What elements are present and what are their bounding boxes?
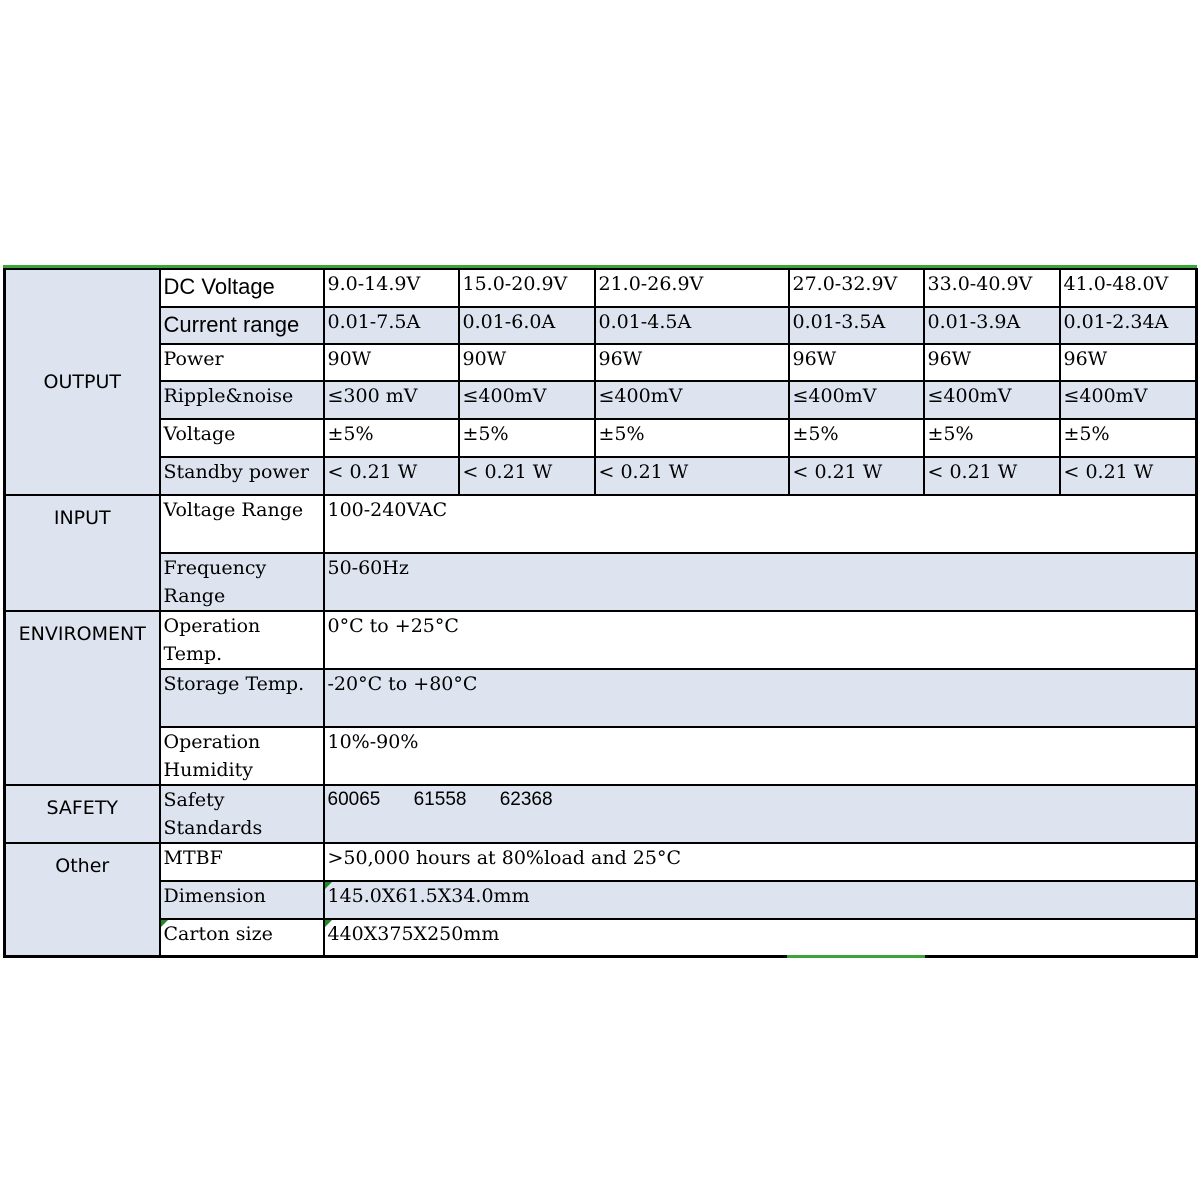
cell-value: < 0.21 W <box>595 457 789 495</box>
cell-value: 33.0-40.9V <box>924 269 1060 307</box>
section-environment: ENVIROMENT <box>5 611 160 785</box>
row-operation-temp <box>5 611 1197 669</box>
label-dc-voltage: DC Voltage <box>160 269 324 307</box>
cell-value: 0.01-3.9A <box>924 307 1060 344</box>
cell-value: 0°C to +25°C <box>324 611 1197 669</box>
spec-table <box>3 268 1198 958</box>
selection-underline <box>787 955 925 958</box>
label-standby-power: Standby power <box>160 457 324 495</box>
label-current-range: Current range <box>160 307 324 344</box>
cell-value: 96W <box>789 344 924 381</box>
row-dc-voltage <box>5 269 1197 307</box>
cell-value: 90W <box>459 344 595 381</box>
cell-value: 60065 61558 62368 <box>324 785 1197 843</box>
cell-value: 96W <box>1060 344 1197 381</box>
row-carton-size <box>5 919 1197 956</box>
cell-value: 50-60Hz <box>324 553 1197 611</box>
cell-value: 96W <box>924 344 1060 381</box>
cell-value: ±5% <box>595 419 789 457</box>
cell-value: 90W <box>324 344 459 381</box>
cell-value: 0.01-3.5A <box>789 307 924 344</box>
cell-value: 0.01-2.34A <box>1060 307 1197 344</box>
label-voltage-range: Voltage Range <box>160 495 324 553</box>
label-voltage: Voltage <box>160 419 324 457</box>
cell-value: ±5% <box>789 419 924 457</box>
label-storage-temp: Storage Temp. <box>160 669 324 727</box>
cell-value: 0.01-4.5A <box>595 307 789 344</box>
label-operation-temp: Operation Temp. <box>160 611 324 669</box>
cell-value: < 0.21 W <box>924 457 1060 495</box>
section-other: Other <box>5 843 160 956</box>
label-ripple-noise: Ripple&noise <box>160 381 324 419</box>
label-carton-size: Carton size <box>160 919 324 956</box>
label-mtbf: MTBF <box>160 843 324 881</box>
cell-value: 41.0-48.0V <box>1060 269 1197 307</box>
cell-value: ±5% <box>324 419 459 457</box>
cell-value: 15.0-20.9V <box>459 269 595 307</box>
cell-value: ≤400mV <box>459 381 595 419</box>
section-safety: SAFETY <box>5 785 160 843</box>
cell-value: 0.01-7.5A <box>324 307 459 344</box>
row-power <box>5 344 1197 381</box>
cell-value: < 0.21 W <box>459 457 595 495</box>
spec-table-container <box>3 265 1197 958</box>
label-frequency-range: Frequency Range <box>160 553 324 611</box>
cell-value: ≤400mV <box>924 381 1060 419</box>
cell-value: 96W <box>595 344 789 381</box>
cell-value: < 0.21 W <box>789 457 924 495</box>
label-power: Power <box>160 344 324 381</box>
label-operation-humidity: Operation Humidity <box>160 727 324 785</box>
label-safety-standards: Safety Standards <box>160 785 324 843</box>
cell-value: ≤400mV <box>1060 381 1197 419</box>
cell-value: 100-240VAC <box>324 495 1197 553</box>
cell-value: 0.01-6.0A <box>459 307 595 344</box>
cell-value: >50,000 hours at 80%load and 25°C <box>324 843 1197 881</box>
row-mtbf <box>5 843 1197 881</box>
cell-value: ≤400mV <box>789 381 924 419</box>
label-dimension: Dimension <box>160 881 324 919</box>
cell-value: ±5% <box>1060 419 1197 457</box>
section-input: INPUT <box>5 495 160 611</box>
cell-value: 27.0-32.9V <box>789 269 924 307</box>
cell-value: 9.0-14.9V <box>324 269 459 307</box>
section-output: OUTPUT <box>5 269 160 495</box>
row-voltage-range <box>5 495 1197 553</box>
row-dimension <box>5 881 1197 919</box>
row-current-range <box>5 307 1197 344</box>
row-safety-standards <box>5 785 1197 843</box>
cell-value: 145.0X61.5X34.0mm <box>324 881 1197 919</box>
row-voltage <box>5 419 1197 457</box>
row-ripple-noise <box>5 381 1197 419</box>
row-frequency-range <box>5 553 1197 611</box>
cell-value: < 0.21 W <box>324 457 459 495</box>
cell-value: ±5% <box>924 419 1060 457</box>
row-storage-temp <box>5 669 1197 727</box>
cell-value: 440X375X250mm <box>324 919 1197 956</box>
cell-value: 21.0-26.9V <box>595 269 789 307</box>
cell-value: 10%-90% <box>324 727 1197 785</box>
cell-value: ≤300 mV <box>324 381 459 419</box>
cell-value: -20°C to +80°C <box>324 669 1197 727</box>
cell-value: ≤400mV <box>595 381 789 419</box>
row-standby-power <box>5 457 1197 495</box>
cell-value: < 0.21 W <box>1060 457 1197 495</box>
row-operation-humidity <box>5 727 1197 785</box>
cell-value: ±5% <box>459 419 595 457</box>
